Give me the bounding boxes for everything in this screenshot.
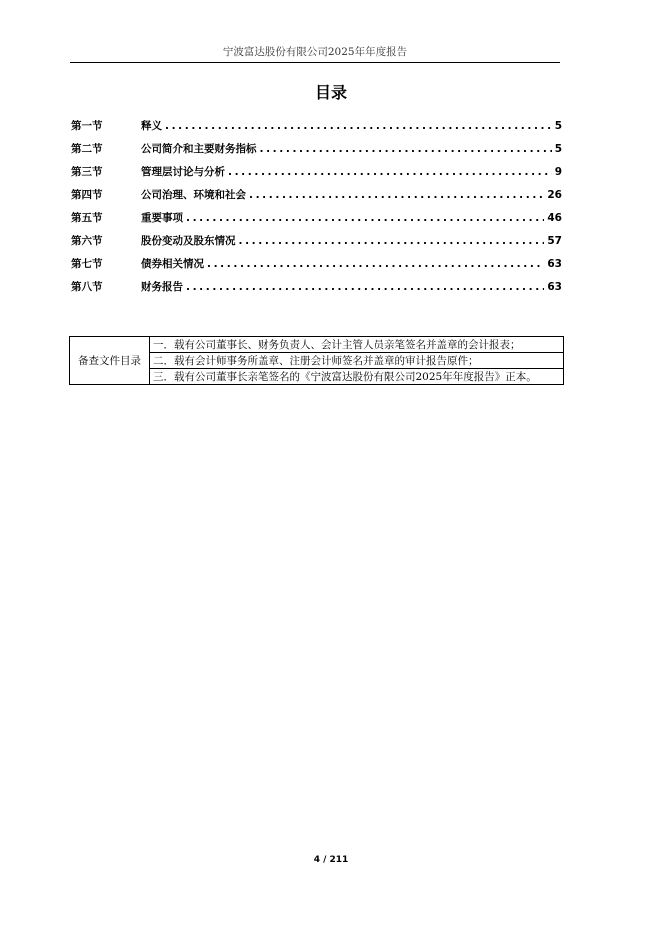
header-rule bbox=[70, 62, 560, 63]
toc-page-number: 63 bbox=[547, 258, 562, 270]
toc-entry[interactable] bbox=[71, 233, 562, 256]
page-title: 目录 bbox=[314, 83, 347, 102]
toc-section-title: 重要事项 bbox=[141, 212, 183, 224]
toc-section-number: 第五节 bbox=[71, 212, 103, 224]
page-number: 4 / 211 bbox=[313, 855, 349, 865]
toc-page-number: 5 bbox=[554, 143, 562, 155]
toc-page-number: 46 bbox=[547, 212, 562, 224]
toc-page-number: 63 bbox=[547, 281, 562, 293]
toc-section-title: 管理层讨论与分析 bbox=[141, 166, 225, 178]
toc-section-title: 公司简介和主要财务指标 bbox=[141, 143, 257, 155]
table-of-contents bbox=[71, 118, 562, 302]
toc-leader-dots bbox=[165, 120, 552, 132]
toc-page-number: 26 bbox=[547, 189, 562, 201]
toc-section-number: 第四节 bbox=[71, 189, 103, 201]
reference-documents-table bbox=[69, 336, 564, 385]
toc-page-number: 57 bbox=[547, 235, 562, 247]
reference-document-item: 三．载有公司董事长亲笔签名的《宁波富达股份有限公司2025年年度报告》正本。 bbox=[150, 369, 564, 385]
page-header: 宁波富达股份有限公司2025年年度报告 bbox=[222, 46, 408, 58]
toc-entry[interactable] bbox=[71, 187, 562, 210]
toc-leader-dots bbox=[239, 235, 545, 247]
toc-section-number: 第二节 bbox=[71, 143, 103, 155]
toc-leader-dots bbox=[186, 281, 544, 293]
toc-entry[interactable] bbox=[71, 210, 562, 233]
toc-section-title: 释义 bbox=[141, 120, 162, 132]
toc-entry[interactable] bbox=[71, 118, 562, 141]
toc-entry[interactable] bbox=[71, 141, 562, 164]
toc-section-title: 财务报告 bbox=[141, 281, 183, 293]
toc-section-number: 第一节 bbox=[71, 120, 103, 132]
toc-entry[interactable] bbox=[71, 164, 562, 187]
toc-page-number: 9 bbox=[554, 166, 562, 178]
toc-leader-dots bbox=[207, 258, 544, 270]
toc-section-number: 第六节 bbox=[71, 235, 103, 247]
table-row bbox=[70, 337, 564, 353]
toc-page-number: 5 bbox=[554, 120, 562, 132]
toc-section-number: 第七节 bbox=[71, 258, 103, 270]
toc-entry[interactable] bbox=[71, 279, 562, 302]
toc-section-title: 债券相关情况 bbox=[141, 258, 204, 270]
reference-document-item: 二．载有会计师事务所盖章、注册会计师签名并盖章的审计报告原件； bbox=[150, 353, 564, 369]
toc-section-number: 第八节 bbox=[71, 281, 103, 293]
toc-section-number: 第三节 bbox=[71, 166, 103, 178]
toc-section-title: 股份变动及股东情况 bbox=[141, 235, 236, 247]
reference-document-item: 一．载有公司董事长、财务负责人、会计主管人员亲笔签名并盖章的会计报表； bbox=[150, 337, 564, 353]
toc-section-title: 公司治理、环境和社会 bbox=[141, 189, 246, 201]
toc-entry[interactable] bbox=[71, 256, 562, 279]
toc-leader-dots bbox=[228, 166, 552, 178]
toc-leader-dots bbox=[186, 212, 544, 224]
toc-leader-dots bbox=[249, 189, 544, 201]
reference-documents-label: 备查文件目录 bbox=[70, 337, 150, 385]
toc-leader-dots bbox=[260, 143, 552, 155]
